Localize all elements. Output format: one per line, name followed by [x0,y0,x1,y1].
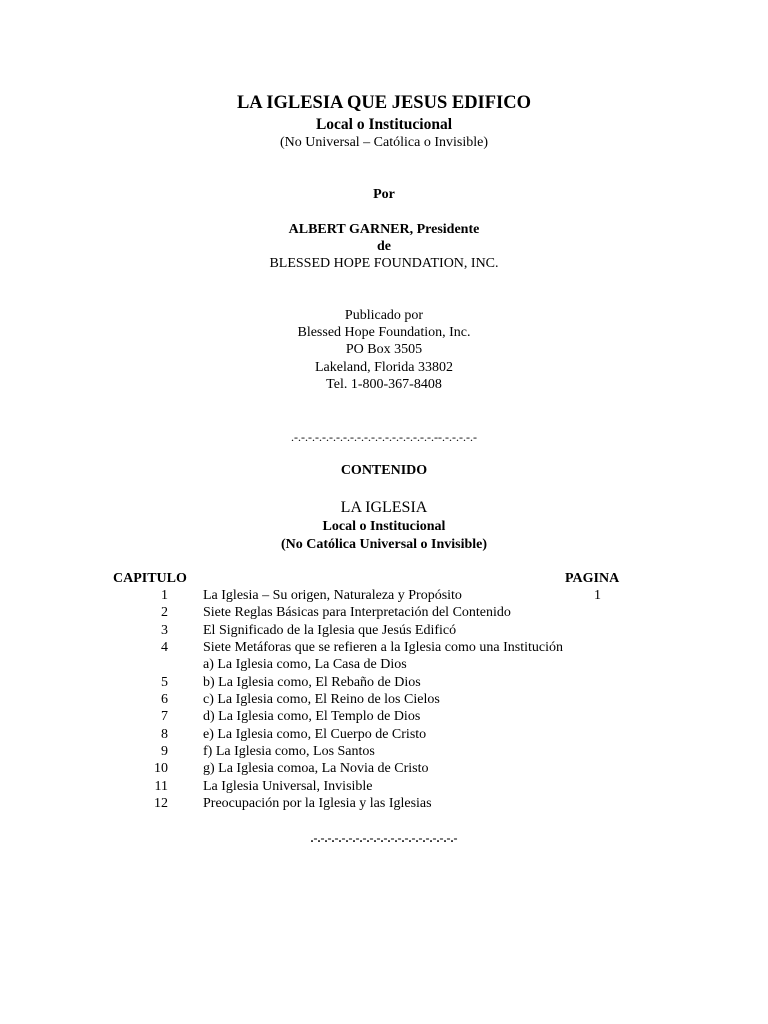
toc-row [0,743,768,760]
toc-chapter-title: g) La Iglesia comoa, La Novia de Cristo [203,761,429,777]
toc-chapter-number: 1 [161,588,168,603]
contents-heading: CONTENIDO [340,463,428,478]
toc-row [0,760,768,777]
toc-row [0,726,768,743]
toc-chapter-number: 4 [161,640,168,656]
document-title: LA IGLESIA QUE JESUS EDIFICO [236,93,532,113]
toc-chapter-title: Siete Reglas Básicas para Interpretación del Contenido [203,605,511,621]
toc-chapter-number: 3 [161,622,168,638]
toc-chapter-title: e) La Iglesia como, El Cuerpo de Cristo [203,726,427,742]
by-label: Por [373,187,395,202]
document-subtitle: Local o Institucional [315,116,453,133]
toc-chapter-title: a) La Iglesia como, La Casa de Dios [203,657,407,673]
toc-chapter-number: 2 [161,605,168,621]
document-subtitle-note: (No Universal – Católica o Invisible) [279,135,488,150]
toc-page-number: 1 [594,588,601,603]
toc-row [0,587,768,604]
publisher-phone: Tel. 1-800-367-8408 [326,377,442,392]
section-note: (No Católica Universal o Invisible) [280,537,488,552]
toc-chapter-title: b) La Iglesia como, El Rebaño de Dios [203,674,421,690]
toc-chapter-number: 12 [154,796,168,812]
toc-row [0,778,768,795]
toc-chapter-title: La Iglesia – Su origen, Naturaleza y Propósito [203,588,462,603]
toc-chapter-title: c) La Iglesia como, El Reino de los Cielos [203,692,440,708]
toc-row [0,795,768,812]
separator-bottom: .-.-.-.-.-.-.-.-.-.-.-.-.-.-.-.-.-.-.-.-.- [310,831,458,845]
toc-row [0,622,768,639]
toc-chapter-number: 8 [161,726,168,742]
toc-chapter-title: f) La Iglesia como, Los Santos [203,744,375,760]
toc-chapter-title: Preocupación por la Iglesia y las Iglesias [203,796,432,812]
toc-chapter-number: 7 [161,709,168,725]
toc-row [0,674,768,691]
author-line: ALBERT GARNER, Presidente [288,222,480,237]
toc-chapter-title: Siete Metáforas que se refieren a la Iglesia como una Institución [203,640,563,656]
toc-chapter-title: d) La Iglesia como, El Templo de Dios [203,709,421,725]
separator-top: .-.-.-.-.-.-.-.-.-.-.-.-.-.-.-.-.-.-.-.-.--.-.-.-.-.- [291,430,477,444]
toc-row [0,691,768,708]
toc-row [0,604,768,621]
publisher-name: Blessed Hope Foundation, Inc. [297,325,471,340]
organization: BLESSED HOPE FOUNDATION, INC. [269,256,499,271]
toc-chapter-title: La Iglesia Universal, Invisible [203,778,373,794]
author-de: de [377,239,391,254]
toc-row [0,656,768,673]
toc-page-header: PAGINA [565,571,620,586]
toc-row [0,639,768,656]
toc-chapter-number: 10 [154,761,168,777]
table-of-contents [0,587,768,812]
toc-chapter-number: 9 [161,744,168,760]
toc-chapter-header: CAPITULO [113,571,187,586]
publisher-label: Publicado por [344,308,424,323]
toc-row [0,708,768,725]
toc-chapter-number: 11 [154,778,168,794]
toc-chapter-title: El Significado de la Iglesia que Jesús Edificó [203,622,457,638]
section-title: LA IGLESIA [340,499,428,516]
publisher-po-box: PO Box 3505 [345,342,423,357]
section-subtitle: Local o Institucional [322,519,446,534]
publisher-city: Lakeland, Florida 33802 [314,360,454,375]
toc-chapter-number: 5 [161,674,168,690]
toc-chapter-number: 6 [161,692,168,708]
